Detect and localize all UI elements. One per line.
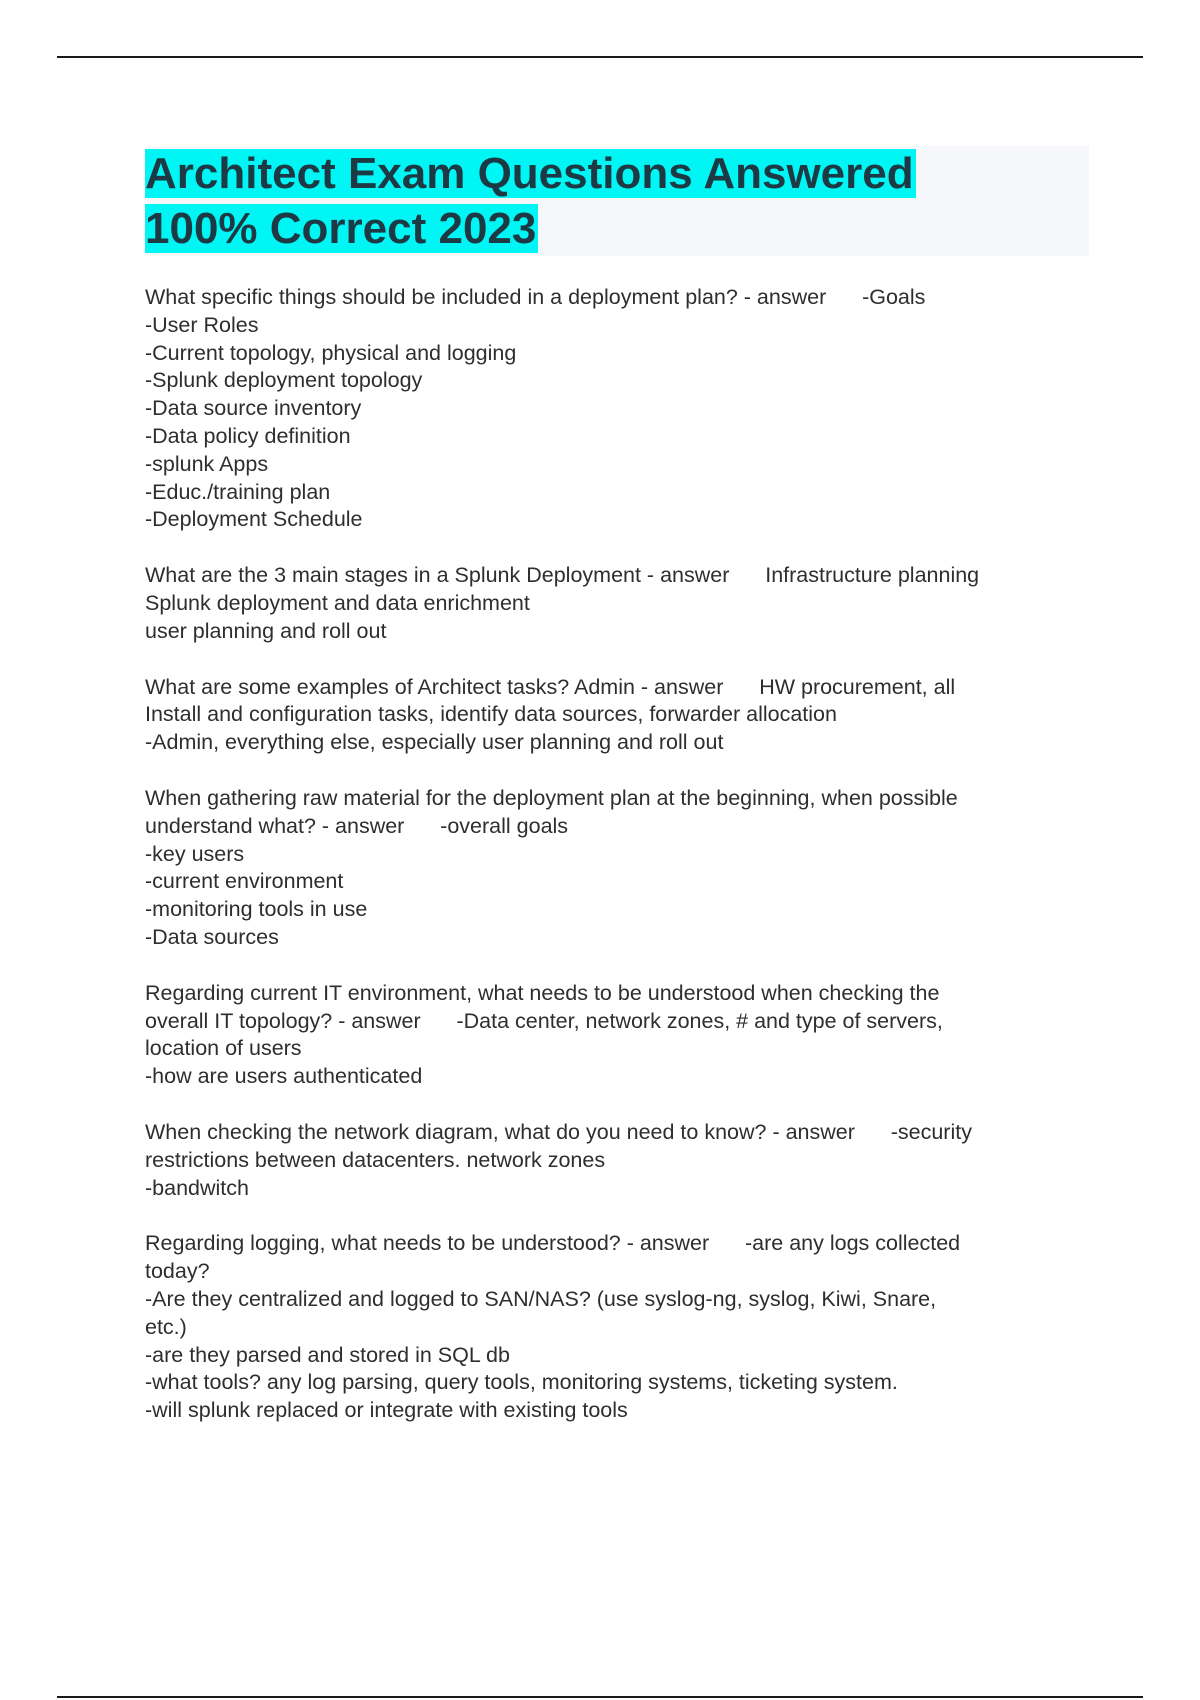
entry-line: today?: [145, 1259, 210, 1284]
top-rule: [57, 56, 1143, 58]
qa-entry-raw-material: [145, 785, 1095, 952]
entry-line: location of users: [145, 1036, 302, 1061]
entry-line: -monitoring tools in use: [145, 897, 368, 922]
entry-line: What are some examples of Architect tasks? Admin - answer HW procurement, all: [145, 674, 956, 699]
entry-line: Splunk deployment and data enrichment: [145, 590, 530, 615]
qa-entry-it-environment: [145, 980, 1095, 1091]
entry-line: What specific things should be included in a deployment plan? - answer -Goals: [145, 285, 926, 309]
entry-line: -Admin, everything else, especially user planning and roll out: [145, 730, 724, 755]
entry-line: -Data policy definition: [145, 423, 351, 448]
entry-line: -Splunk deployment topology: [145, 368, 423, 393]
entry-line: etc.): [145, 1314, 187, 1339]
entry-line: -User Roles: [145, 312, 259, 337]
document-title: [145, 146, 1089, 256]
entry-line: -Educ./training plan: [145, 479, 331, 504]
entry-line: -are they parsed and stored in SQL db: [145, 1342, 510, 1367]
title-line-1: Architect Exam Questions Answered: [145, 149, 914, 198]
qa-entry-network-diagram: [145, 1119, 1095, 1202]
entry-line: understand what? - answer -overall goals: [145, 813, 569, 838]
entry-line: restrictions between datacenters. network zones: [145, 1147, 606, 1172]
bottom-rule: [57, 1696, 1143, 1698]
entry-line: -Data sources: [145, 924, 279, 949]
entry-line: -Deployment Schedule: [145, 507, 363, 532]
entry-line: When gathering raw material for the deployment plan at the beginning, when possible: [145, 785, 958, 810]
title-line-2: 100% Correct 2023: [145, 204, 537, 253]
qa-entry-main-stages: [145, 562, 1095, 645]
entry-line: What are the 3 main stages in a Splunk Deployment - answer Infrastructure planning: [145, 563, 980, 588]
qa-entry-logging: [145, 1230, 1095, 1425]
entry-line: Regarding current IT environment, what needs to be understood when checking the: [145, 980, 940, 1005]
entry-line: user planning and roll out: [145, 618, 387, 643]
entry-line: Install and configuration tasks, identify data sources, forwarder allocation: [145, 702, 837, 727]
qa-entry-deployment-plan: [145, 284, 1095, 534]
entry-line: overall IT topology? - answer -Data center, network zones, # and type of servers,: [145, 1008, 943, 1033]
qa-list: [145, 284, 1095, 1453]
entry-line: -Data source inventory: [145, 396, 362, 421]
qa-entry-architect-tasks: [145, 674, 1095, 757]
entry-line: -key users: [145, 841, 245, 866]
entry-line: When checking the network diagram, what do you need to know? - answer -security: [145, 1119, 972, 1144]
entry-line: -how are users authenticated: [145, 1064, 423, 1089]
entry-line: -what tools? any log parsing, query tools, monitoring systems, ticketing system.: [145, 1370, 898, 1395]
entry-line: Regarding logging, what needs to be understood? - answer -are any logs collected: [145, 1231, 961, 1256]
entry-line: -will splunk replaced or integrate with existing tools: [145, 1398, 628, 1423]
entry-line: -bandwitch: [145, 1175, 249, 1200]
entry-line: -splunk Apps: [145, 451, 269, 476]
entry-line: -Current topology, physical and logging: [145, 340, 517, 365]
entry-line: -Are they centralized and logged to SAN/NAS? (use syslog-ng, syslog, Kiwi, Snare,: [145, 1286, 937, 1311]
entry-line: -current environment: [145, 869, 344, 894]
